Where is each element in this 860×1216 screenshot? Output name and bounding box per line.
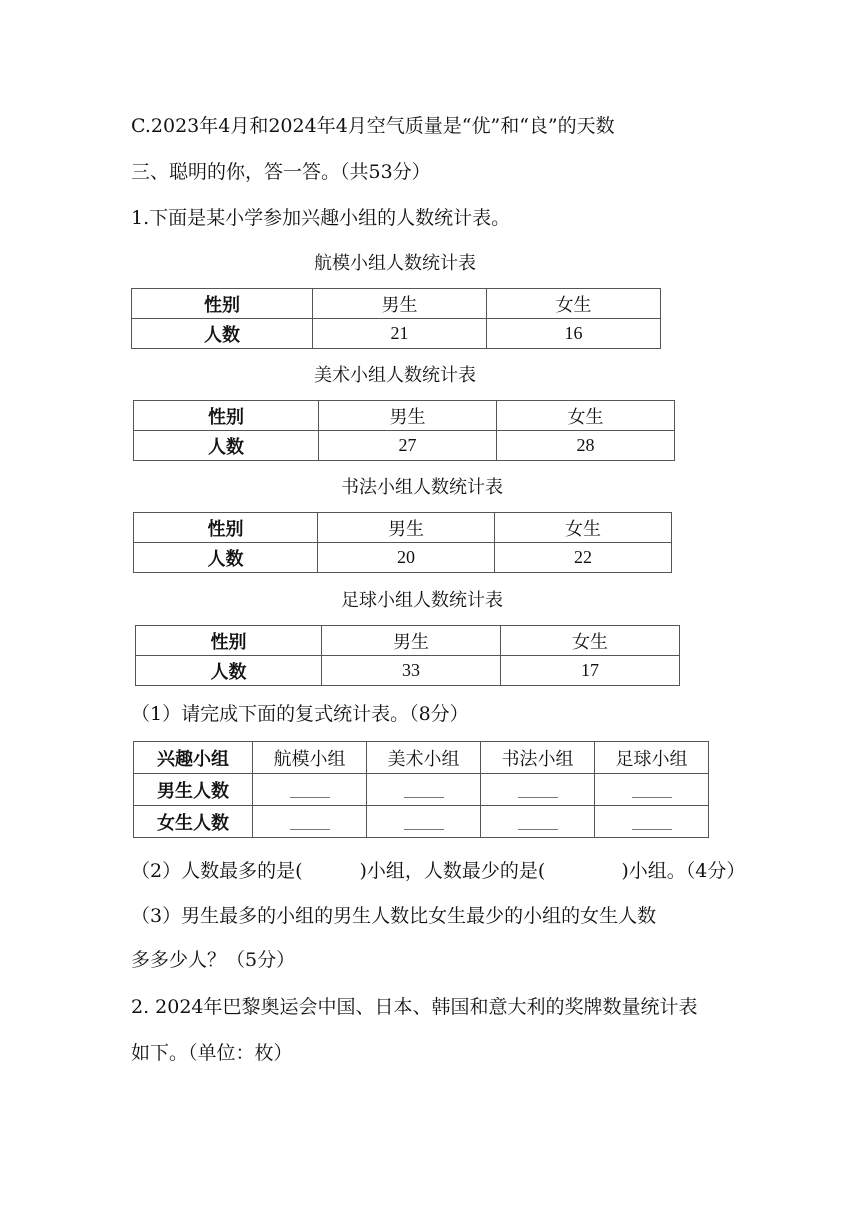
football-table (135, 625, 680, 686)
answer-blank[interactable] (367, 806, 481, 838)
cell-boys-label: 男生 (322, 626, 501, 656)
question-1-part-3-cont: 多多少人？（5分） (131, 949, 296, 971)
option-c-text: C.2023年4月和2024年4月空气质量是“优”和“良”的天数 (131, 115, 615, 137)
cell-boys-label: 男生 (319, 401, 497, 431)
cell-girls-count: 22 (495, 543, 672, 573)
question-2-intro-cont: 如下。（单位：枚） (131, 1042, 293, 1064)
cell-header-calligraphy: 书法小组 (481, 742, 595, 774)
cell-girls-count: 16 (487, 319, 661, 349)
row-girls-label: 女生人数 (134, 806, 253, 838)
art-table (133, 400, 675, 461)
cell-count-label: 人数 (134, 543, 318, 573)
cell-boys-label: 男生 (313, 289, 487, 319)
aeromodel-table (131, 288, 661, 349)
answer-blank[interactable] (595, 774, 709, 806)
cell-boys-count: 27 (319, 431, 497, 461)
cell-header: 性别 (132, 289, 313, 319)
cell-header-art: 美术小组 (367, 742, 481, 774)
cell-count-label: 人数 (132, 319, 313, 349)
cell-header-aeromodel: 航模小组 (253, 742, 367, 774)
answer-blank[interactable] (253, 774, 367, 806)
cell-girls-count: 17 (501, 656, 680, 686)
table-4-title: 足球小组人数统计表 (341, 590, 503, 611)
cell-boys-count: 33 (322, 656, 501, 686)
table-1-title: 航模小组人数统计表 (314, 253, 476, 274)
cell-girls-label: 女生 (487, 289, 661, 319)
question-1-part-3: （3）男生最多的小组的男生人数比女生最少的小组的女生人数 (131, 905, 657, 927)
cell-header-football: 足球小组 (595, 742, 709, 774)
cell-girls-label: 女生 (497, 401, 675, 431)
compound-table (133, 741, 709, 838)
section-three-heading: 三、聪明的你，答一答。（共53分） (131, 161, 431, 183)
question-1-part-2: （2）人数最多的是( )小组，人数最少的是( )小组。（4分） (131, 860, 746, 882)
cell-girls-label: 女生 (501, 626, 680, 656)
cell-header: 性别 (134, 401, 319, 431)
answer-blank[interactable] (253, 806, 367, 838)
cell-boys-count: 20 (318, 543, 495, 573)
answer-blank[interactable] (481, 774, 595, 806)
table-2-title: 美术小组人数统计表 (314, 365, 476, 386)
cell-header: 性别 (136, 626, 322, 656)
cell-header: 性别 (134, 513, 318, 543)
table-3-title: 书法小组人数统计表 (341, 477, 503, 498)
question-1-part-1: （1）请完成下面的复式统计表。（8分） (131, 703, 469, 725)
row-boys-label: 男生人数 (134, 774, 253, 806)
cell-count-label: 人数 (134, 431, 319, 461)
question-1-intro: 1.下面是某小学参加兴趣小组的人数统计表。 (131, 207, 511, 229)
calligraphy-table (133, 512, 672, 573)
answer-blank[interactable] (595, 806, 709, 838)
question-2-intro: 2. 2024年巴黎奥运会中国、日本、韩国和意大利的奖牌数量统计表 (131, 996, 698, 1018)
cell-header-group: 兴趣小组 (134, 742, 253, 774)
answer-blank[interactable] (367, 774, 481, 806)
cell-girls-count: 28 (497, 431, 675, 461)
cell-boys-count: 21 (313, 319, 487, 349)
cell-girls-label: 女生 (495, 513, 672, 543)
cell-count-label: 人数 (136, 656, 322, 686)
cell-boys-label: 男生 (318, 513, 495, 543)
answer-blank[interactable] (481, 806, 595, 838)
